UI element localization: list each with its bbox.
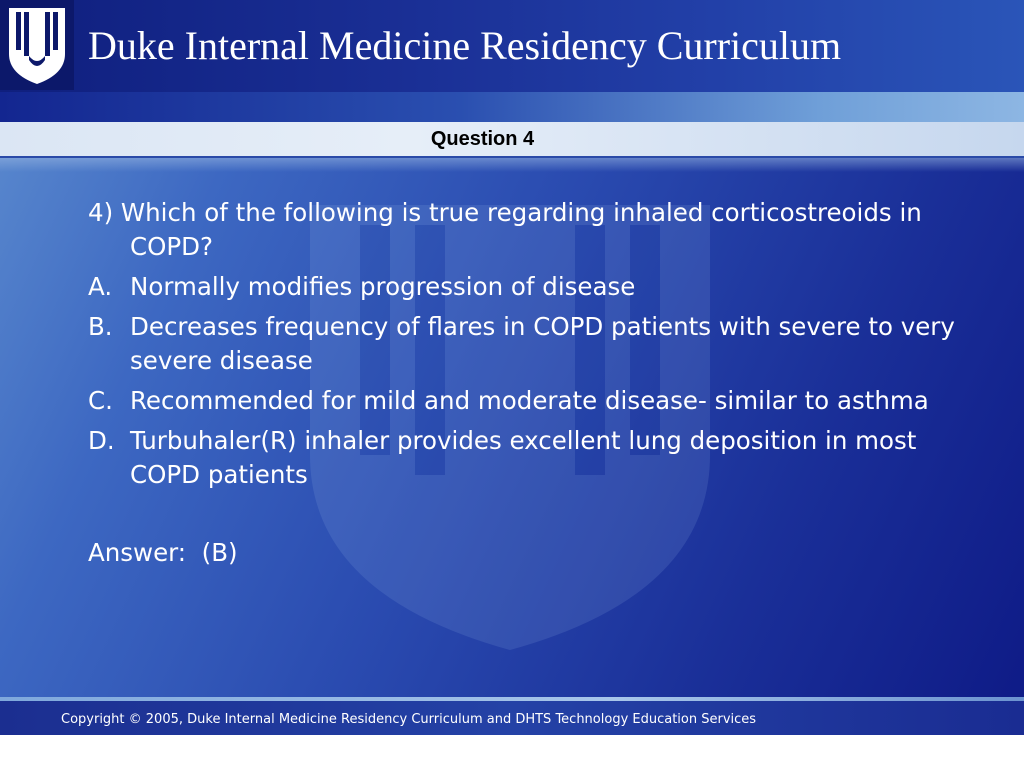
header-band — [0, 92, 1024, 122]
option-d — [88, 424, 968, 492]
option-text: Recommended for mild and moderate disease- similar to asthma — [130, 386, 929, 415]
option-text: Turbuhaler(R) inhaler provides excellent lung deposition in most COPD patients — [130, 426, 917, 489]
option-marker: A. — [88, 272, 113, 301]
option-text: Decreases frequency of flares in COPD patients with severe to very severe disease — [130, 312, 955, 375]
question-text: 4) Which of the following is true regarding inhaled corticostreoids in COPD? — [88, 198, 922, 261]
option-marker: D. — [88, 426, 115, 455]
slide-header — [0, 0, 1024, 92]
answer-text: Answer: (B) — [88, 538, 238, 567]
question-bar-shadow — [0, 158, 1024, 172]
bottom-margin — [0, 735, 1024, 768]
question-heading: Question 4 — [430, 128, 535, 150]
option-c — [88, 384, 968, 418]
option-marker: C. — [88, 386, 113, 415]
option-b — [88, 310, 968, 378]
slide-footer — [0, 701, 1024, 735]
logo — [0, 0, 74, 90]
page-title: Duke Internal Medicine Residency Curriculum — [88, 23, 842, 68]
option-marker: B. — [88, 312, 113, 341]
option-text: Normally modifies progression of disease — [130, 272, 636, 301]
option-a — [88, 270, 968, 304]
question-bar — [0, 122, 1024, 158]
copyright-text: Copyright © 2005, Duke Internal Medicine Residency Curriculum and DHTS Technology Education Services — [61, 712, 757, 727]
slide-content — [88, 196, 968, 570]
duke-shield-icon — [6, 4, 68, 86]
